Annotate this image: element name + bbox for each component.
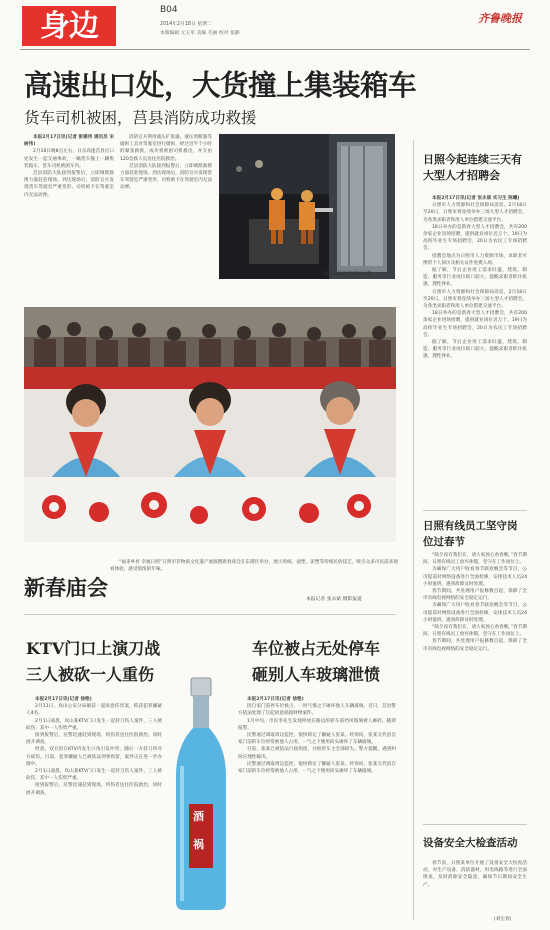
header-rule xyxy=(20,49,530,50)
lead-column-2 xyxy=(120,134,212,284)
page-number: B04 xyxy=(160,5,178,15)
cable-paragraph: 春节期间，共处理用户报修数百起，保障了全市有线电视网络的安全稳定运行。 xyxy=(423,589,527,602)
ktv-paragraph: 2月1日凌晨，岚山某KTV门口发生一起持刀伤人案件，三人被砍伤，其中一人伤势严重。 xyxy=(26,718,162,731)
newspaper-logo: 齐鲁晚报 xyxy=(478,12,522,25)
lead-subheadline: 货车司机被困，莒县消防成功救援 xyxy=(24,109,257,127)
feature-title: 新春庙会 xyxy=(24,575,108,600)
car-paragraph: 民警通过调取周边监控，很快锁定了嫌疑人张某。经询问，张某交代因自家门前的车位经常被他人占用，一气之下便用砖头砸坏了车辆玻璃。 xyxy=(238,761,396,775)
cable-body xyxy=(423,552,527,908)
safety-body xyxy=(423,860,527,918)
car-paragraph: 1月中旬，市民李先生发现停放在路边的轿车前挡风玻璃被人砸碎，随即报警。 xyxy=(238,718,396,731)
car-headline-line1: 车位被占无处停车 xyxy=(252,639,381,658)
lead-byline: 本报2月17日讯(记者 彭建伟 通讯员 宋树伟) xyxy=(24,135,114,148)
ktv-paragraph: 接到报警后，民警迅速赶到现场，将伤者送往医院救治，同时展开调查。 xyxy=(26,733,162,746)
recruit-paragraph: 18日举办的是新春大型人才招聘会，共有200余家企业进场招聘，提供就业岗位近万个。19日为高校毕业生专场招聘会，20日为农民工专场招聘会。 xyxy=(423,311,527,338)
car-paragraph: 民警通过调取周边监控，很快锁定了嫌疑人张某。经询问，张某交代因自家门前的车位经常被他人占用，一气之下便用砖头砸坏了车辆玻璃。 xyxy=(238,733,396,746)
car-paragraph: 因自家门前停车位被占，一时气愤之下砸坏他人车辆玻璃。近日，莒县警方依法处理了这起故意损毁财物案件。 xyxy=(238,704,396,717)
side-divider xyxy=(423,824,527,825)
car-paragraph: 目前，张某已被依法行政拘留，并赔偿车主全部损失。警方提醒，遇到纠纷应理性解决。 xyxy=(238,747,396,760)
bottle-label-char1: 酒 xyxy=(193,810,204,823)
ktv-headline-line2: 三人被砍一人重伤 xyxy=(26,665,155,684)
temple-fair-photo xyxy=(24,307,396,542)
section-title: 身边 xyxy=(40,9,98,44)
ktv-paragraph: 2月1日凌晨，岚山某KTV门口发生一起持刀伤人案件，三人被砍伤，其中一人伤势严重。 xyxy=(26,769,162,782)
recruit-paragraph: 日照市人力资源和社会保障局消息，2月18日至20日，日照市将连续举办三场大型人才招聘会，为各类求职者和用人单位搭建交流平台。 xyxy=(423,289,527,310)
column-rule xyxy=(413,140,414,920)
lead-paragraph: 消防官兵利用液压扩张器、液压剪断器等破拆工具对驾驶室进行破拆，经过近半个小时的紧张救援，成功将被困司机救出，并交由120急救人员送往医院救治。 xyxy=(120,135,212,162)
cable-paragraph: 为确保广大用户收看春节联欢晚会等节目，公司提前对网络设备进行全面检修，安排技术人员24小时值班，遇到故障及时处理。 xyxy=(423,567,527,587)
car-body xyxy=(238,696,396,918)
ktv-paragraph: 经查，双方因在KTV内发生口角引发冲突，随后一方持刀将对方砍伤。目前，犯罪嫌疑人已被依法刑事拘留，案件正在进一步办理中。 xyxy=(26,747,162,767)
rescue-photo-graphic xyxy=(219,134,395,279)
temple-fair-photo-graphic xyxy=(24,307,396,542)
recruit-body xyxy=(423,195,527,515)
lead-paragraph: 莒县消防大队接到报警后，立即调派救援力量赶赴现场。到达现场后，消防官兵发现货车驾驶室严重变形，司机被卡在驾驶室内无法动弹。 xyxy=(24,171,114,198)
recruit-paragraph: 18日举办的是新春大型人才招聘会，共有200余家企业进场招聘，提供就业岗位近万个。19日为高校毕业生专场招聘会，20日为农民工专场招聘会。 xyxy=(423,224,527,252)
recruit-paragraph: 据了解，节后企业用工需求旺盛，建筑、制造、服务等行业岗位缺口较大，提醒求职者抓住机遇，理性择业。 xyxy=(423,340,527,360)
recruit-paragraph: 日照市人力资源和社会保障局消息，2月18日至20日，日照市将连续举办三场大型人才招聘会，为各类求职者和用人单位搭建交流平台。 xyxy=(423,203,527,223)
header-date: 2014年2月18日 星期二 xyxy=(160,22,212,27)
safety-credit: (刘宏春) xyxy=(494,917,512,922)
feature-credit: 本报记者 张永斌 摄影报道 xyxy=(306,597,362,602)
rescue-photo-caption: 消防人员施救被困司机。 xyxy=(322,271,378,277)
car-byline: 本报2月17日讯(记者 徐艳) xyxy=(247,697,304,702)
recruit-headline: 日照今起连续三天有大型人才招聘会 xyxy=(423,153,522,182)
ktv-body xyxy=(26,696,162,918)
lead-paragraph: 2月16日晚8点左右，日东高速莒县出口处发生一起交通事故，一辆货车撞上一辆集装箱车，货车司机被困车内。 xyxy=(24,149,114,169)
side-divider xyxy=(423,510,527,511)
bottle-illustration xyxy=(168,676,234,914)
section-banner xyxy=(22,6,116,46)
ktv-byline: 本报2月17日讯(记者 徐艳) xyxy=(35,697,92,702)
lead-headline: 高速出口处，大货撞上集装箱车 xyxy=(24,68,417,102)
recruit-paragraph: 据了解，节后企业用工需求旺盛，建筑、制造、服务等行业岗位缺口较大，提醒求职者抓住机遇，理性择业。 xyxy=(423,268,527,288)
ktv-headline-line1: KTV门口上演刀战 xyxy=(26,639,161,658)
cable-paragraph: “除夕夜有我们在，请大家放心看春晚。”春节期间，日照有线员工放弃休假，坚守在工作岗位上。 xyxy=(423,553,527,566)
section-divider xyxy=(24,614,396,615)
wine-bottle-icon xyxy=(168,676,234,914)
header-editors: 本版编辑 元玉军 美编 毛丽 校对 张静 xyxy=(160,31,240,36)
recruit-byline: 本报2月17日讯(记者 张永斌 实习生 陈曦) xyxy=(432,196,520,201)
cable-headline: 日照有线员工坚守岗位过春节 xyxy=(423,520,518,548)
rescue-photo xyxy=(219,134,395,279)
safety-headline: 设备安全大检查活动 xyxy=(423,837,518,849)
ktv-paragraph: 2月11日，岚山公安分局破获一起故意伤害案，抓获犯罪嫌疑人4名。 xyxy=(26,704,162,717)
cable-paragraph: 为确保广大用户收看春节联欢晚会等节目，公司提前对网络设备进行全面检修，安排技术人员24小时值班，遇到故障及时处理。 xyxy=(423,603,527,623)
feature-intro: “福来乡村 幸福日照”日照市非物质文化遗产展演暨新春庙会在东港区举办，展示剪纸、面塑、泥塑等传统民俗技艺，吸引众多市民前来观看体验，感受浓浓的年味。 xyxy=(110,560,398,573)
lead-column-1 xyxy=(24,134,114,284)
ktv-paragraph: 接到报警后，民警迅速赶到现场，将伤者送往医院救治，同时展开调查。 xyxy=(26,783,162,796)
safety-paragraph: 春节前，日照某单位开展了设备安全大检查活动，对生产设备、消防器材、用电线路等进行全面排查，及时消除安全隐患，确保节日期间安全生产。 xyxy=(423,861,527,888)
cable-paragraph: “除夕夜有我们在，请大家放心看春晚。”春节期间，日照有线员工放弃休假，坚守在工作岗位上。 xyxy=(423,625,527,638)
lead-paragraph: 莒县消防大队接到报警后，立即调派救援力量赶赴现场。到达现场后，消防官兵发现货车驾驶室严重变形，司机被卡在驾驶室内无法动弹。 xyxy=(120,163,212,191)
cable-paragraph: 春节期间，共处理用户报修数百起，保障了全市有线电视网络的安全稳定运行。 xyxy=(423,639,527,652)
recruit-paragraph: 招聘会地点为日照市人力资源市场，求职者可携带个人简历及相关证件免费入场。 xyxy=(423,253,527,266)
car-headline-line2: 砸别人车玻璃泄愤 xyxy=(252,665,381,684)
bottle-label-char2: 祸 xyxy=(193,838,204,851)
